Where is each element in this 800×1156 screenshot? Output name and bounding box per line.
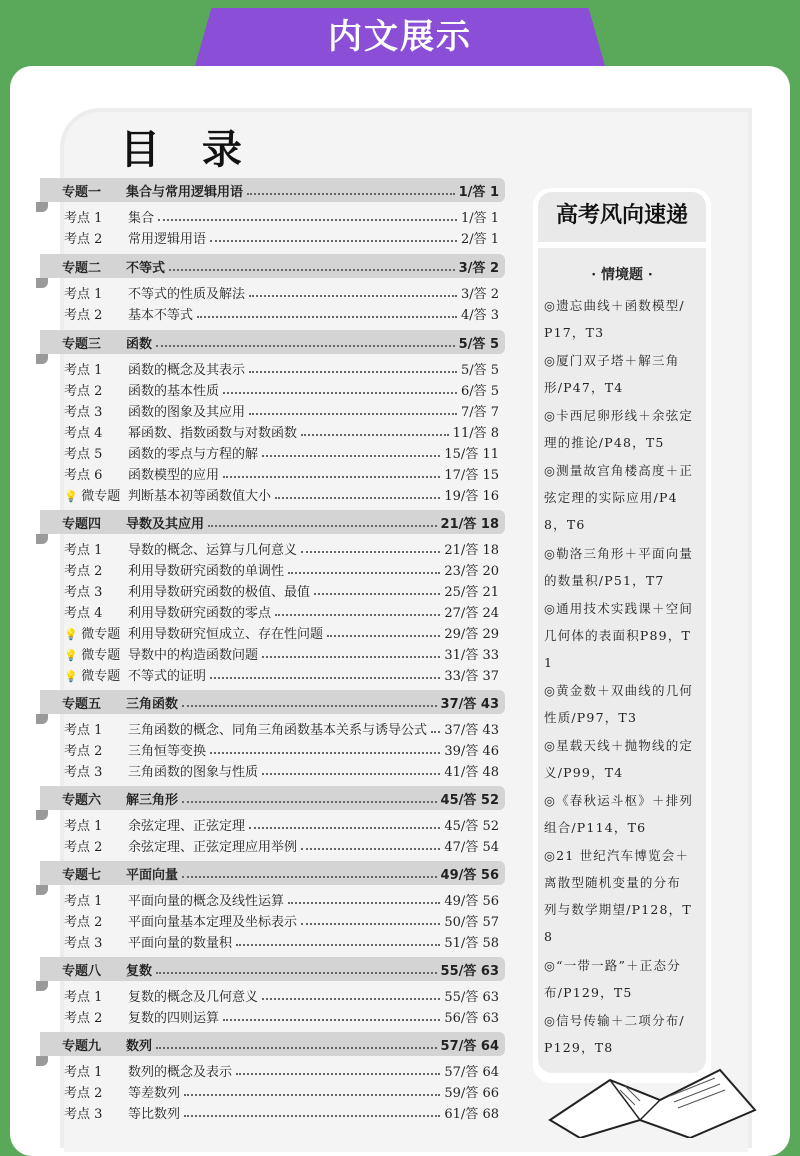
toc-page-number: 11/答 8 [452, 425, 499, 441]
toc-point-row [40, 718, 505, 738]
toc-title: 平面向量的数量积 [128, 935, 233, 951]
toc-code [40, 283, 128, 302]
toc-page-number: 5/答 5 [460, 362, 499, 378]
toc-leader-dots [327, 627, 440, 637]
toc-code [40, 304, 128, 323]
toc-code-label: 考点 2 [64, 914, 103, 930]
toc-page-number: 25/答 21 [444, 584, 499, 600]
sidebar-item: ◎勒洛三角形＋平面向量的数量积/P51，T7 [544, 546, 694, 588]
toc-code-label: 考点 2 [64, 1010, 103, 1026]
toc-code-label: 考点 2 [64, 231, 103, 247]
toc-page-number: 59/答 66 [444, 1085, 499, 1101]
toc-code [40, 359, 128, 378]
toc-code-label: 考点 1 [64, 542, 103, 558]
sidebar-subtitle: · 情境题 · [591, 267, 653, 283]
toc-title: 复数的四则运算 [128, 1010, 220, 1026]
toc-page-number: 51/答 58 [444, 935, 499, 951]
toc-leader-dots [156, 337, 455, 347]
sidebar-item: ◎星载天线＋抛物线的定义/P99，T4 [544, 738, 694, 780]
toc-code-label: 考点 3 [64, 584, 103, 600]
toc-code-label: 考点 1 [64, 362, 103, 378]
toc-point-row [40, 931, 505, 951]
toc-page-number: 45/答 52 [444, 818, 499, 834]
toc-page-number: 55/答 63 [444, 989, 499, 1005]
toc-leader-dots [236, 936, 440, 946]
toc-leader-dots [223, 384, 457, 394]
toc-title: 平面向量 [126, 867, 179, 883]
toc-title: 常用逻辑用语 [128, 231, 207, 247]
toc-topic-row [40, 178, 505, 202]
toc-topic-row [40, 1032, 505, 1056]
toc-leader-dots [249, 819, 440, 829]
toc-code-label: 考点 3 [64, 1106, 103, 1122]
toc-code [40, 911, 128, 930]
toc-code-label: 考点 1 [64, 1064, 103, 1080]
toc-page-number: 3/答 2 [458, 260, 499, 276]
open-book-icon [540, 1060, 760, 1138]
toc-code [40, 257, 126, 276]
toc-title: 导数及其应用 [126, 516, 205, 532]
toc-code-label: 考点 2 [64, 563, 103, 579]
toc-code [40, 228, 128, 247]
toc-point-row [40, 739, 505, 759]
toc-code-label: 专题四 [62, 516, 102, 532]
toc-point-row [40, 421, 505, 441]
toc-code [40, 333, 126, 352]
toc-code [40, 986, 128, 1005]
toc-code [40, 623, 128, 642]
toc-leader-dots [210, 744, 440, 754]
toc-code-label: 微专题 [81, 668, 121, 684]
toc-leader-dots [182, 868, 437, 878]
toc-leader-dots [431, 723, 440, 733]
toc-code [40, 815, 128, 834]
toc-leader-dots [210, 669, 440, 679]
toc-code-label: 考点 1 [64, 722, 103, 738]
toc-leader-dots [262, 447, 440, 457]
toc-title: 三角函数的图象与性质 [128, 764, 259, 780]
toc-title: 利用导数研究函数的零点 [128, 605, 272, 621]
toc-code [40, 719, 128, 738]
toc-topic-row [40, 690, 505, 714]
toc-code [40, 581, 128, 600]
toc-title: 函数 [126, 336, 153, 352]
toc-leader-dots [156, 1039, 437, 1049]
toc-code [40, 464, 128, 483]
toc-page-number: 56/答 63 [444, 1010, 499, 1026]
toc-point-row [40, 379, 505, 399]
toc-title: 三角函数的概念、同角三角函数基本关系与诱导公式 [128, 722, 428, 738]
toc-code [40, 836, 128, 855]
toc-title: 等比数列 [128, 1106, 181, 1122]
toc-code-label: 考点 1 [64, 818, 103, 834]
toc-page-number: 45/答 52 [440, 792, 499, 808]
toc-point-row [40, 400, 505, 420]
sidebar-item: ◎遗忘曲线＋函数模型/P17，T3 [544, 298, 685, 340]
toc-code [40, 1103, 128, 1122]
toc-code [40, 560, 128, 579]
toc-page-number: 29/答 29 [444, 626, 499, 642]
toc-leader-dots [301, 426, 449, 436]
toc-point-row [40, 282, 505, 302]
toc-page-number: 4/答 3 [460, 307, 499, 323]
toc-page-number: 47/答 54 [444, 839, 499, 855]
toc-leader-dots [223, 468, 440, 478]
toc-code-label: 专题七 [62, 867, 102, 883]
toc-title: 平面向量的概念及线性运算 [128, 893, 285, 909]
toc-page-number: 5/答 5 [458, 336, 499, 352]
sidebar-item: ◎信号传输＋二项分布/P129，T8 [544, 1013, 685, 1055]
toc-leader-dots [158, 211, 457, 221]
toc-code-label: 考点 2 [64, 307, 103, 323]
sidebar-item: ◎卡西尼卵形线＋余弦定理的推论/P48，T5 [544, 408, 694, 450]
toc-micro-row [40, 484, 505, 504]
toc-point-row [40, 910, 505, 930]
toc-topic-row [40, 786, 505, 810]
toc-code [40, 443, 128, 462]
toc-code-label: 考点 3 [64, 764, 103, 780]
toc-title: 利用导数研究函数的极值、最值 [128, 584, 311, 600]
toc-page-number: 31/答 33 [444, 647, 499, 663]
toc-page-number: 7/答 7 [460, 404, 499, 420]
sidebar-item: ◎通用技术实践课＋空间几何体的表面积P89，T1 [544, 601, 694, 670]
toc-code [40, 380, 128, 399]
toc-page-number: 17/答 15 [444, 467, 499, 483]
toc-page-number: 49/答 56 [440, 867, 499, 883]
toc-page-number: 55/答 63 [440, 963, 499, 979]
sidebar-title: 高考风向速递 [555, 203, 688, 228]
toc-code [40, 1061, 128, 1080]
toc-title: 数列的概念及表示 [128, 1064, 233, 1080]
toc-point-row [40, 358, 505, 378]
toc-leader-dots [182, 697, 437, 707]
toc-topic-row [40, 861, 505, 885]
toc-code [40, 693, 126, 712]
toc-leader-dots [208, 517, 437, 527]
toc-code-label: 考点 1 [64, 210, 103, 226]
toc-code [40, 740, 128, 759]
toc-leader-dots [169, 261, 455, 271]
toc-point-row [40, 206, 505, 226]
lightbulb-icon: 💡 [64, 648, 82, 662]
toc-code [40, 1007, 128, 1026]
toc-leader-dots [184, 1086, 440, 1096]
toc-title: 平面向量基本定理及坐标表示 [128, 914, 298, 930]
toc-code [40, 422, 128, 441]
toc-point-row [40, 580, 505, 600]
toc-title: 余弦定理、正弦定理应用举例 [128, 839, 298, 855]
toc-code [40, 207, 128, 226]
toc-code-label: 考点 4 [64, 605, 103, 621]
toc-leader-dots [262, 990, 440, 1000]
toc-code [40, 602, 128, 621]
toc-code-label: 专题三 [62, 336, 102, 352]
toc-code [40, 890, 128, 909]
toc-code-label: 考点 3 [64, 935, 103, 951]
toc-title: 三角函数 [126, 696, 179, 712]
toc-leader-dots [249, 363, 457, 373]
toc-page-number: 6/答 5 [460, 383, 499, 399]
toc-code-label: 考点 4 [64, 425, 103, 441]
toc-leader-dots [210, 232, 457, 242]
toc-leader-dots [288, 564, 440, 574]
toc-point-row [40, 889, 505, 909]
toc-leader-dots [182, 793, 437, 803]
toc-code-label: 专题二 [62, 260, 102, 276]
toc-title: 集合与常用逻辑用语 [126, 184, 244, 200]
toc-code-label: 考点 2 [64, 839, 103, 855]
toc-point-row [40, 538, 505, 558]
sidebar-item: ◎21 世纪汽车博览会＋离散型随机变量的分布列与数学期望/P128，T8 [544, 848, 692, 944]
toc-code [40, 789, 126, 808]
toc-point-row [40, 601, 505, 621]
toc-title: 复数 [126, 963, 153, 979]
lightbulb-icon: 💡 [64, 669, 82, 683]
toc-leader-dots [223, 1011, 440, 1021]
toc-heading: 目 录 [120, 127, 256, 173]
toc-title: 幂函数、指数函数与对数函数 [128, 425, 298, 441]
toc-code-label: 专题九 [62, 1038, 102, 1054]
toc-code-label: 考点 1 [64, 989, 103, 1005]
toc-topic-row [40, 957, 505, 981]
toc-title: 不等式的证明 [128, 668, 207, 684]
toc-code-label: 考点 3 [64, 404, 103, 420]
toc-title: 利用导数研究恒成立、存在性问题 [128, 626, 324, 642]
toc-leader-dots [249, 287, 457, 297]
toc-point-row [40, 814, 505, 834]
lightbulb-icon: 💡 [64, 627, 82, 641]
lightbulb-icon: 💡 [64, 489, 82, 503]
sidebar-item: ◎《春秋运斗枢》＋排列组合/P114，T6 [544, 793, 694, 835]
toc-code-label: 考点 1 [64, 286, 103, 302]
toc-title: 利用导数研究函数的单调性 [128, 563, 285, 579]
toc-title: 解三角形 [126, 792, 179, 808]
toc-page-number: 2/答 1 [460, 231, 499, 247]
toc-page-number: 50/答 57 [444, 914, 499, 930]
toc-point-row [40, 559, 505, 579]
toc-point-row [40, 463, 505, 483]
toc-point-row [40, 227, 505, 247]
toc-leader-dots [262, 765, 440, 775]
toc-page-number: 37/答 43 [444, 722, 499, 738]
toc-code-label: 专题八 [62, 963, 102, 979]
toc-leader-dots [197, 308, 457, 318]
toc-point-row [40, 442, 505, 462]
toc-title: 函数的概念及其表示 [128, 362, 246, 378]
toc-leader-dots [262, 648, 440, 658]
toc-code [40, 1082, 128, 1101]
toc-leader-dots [301, 543, 440, 553]
toc-title: 不等式 [126, 260, 166, 276]
toc-leader-dots [314, 585, 440, 595]
toc-code [40, 539, 128, 558]
toc-code [40, 932, 128, 951]
toc-leader-dots [275, 606, 440, 616]
toc-code-label: 考点 5 [64, 446, 103, 462]
toc-page-number: 41/答 48 [444, 764, 499, 780]
toc-leader-dots [156, 964, 437, 974]
toc-code-label: 微专题 [81, 626, 121, 642]
toc-title: 余弦定理、正弦定理 [128, 818, 246, 834]
toc-topic-row [40, 330, 505, 354]
toc-code-label: 专题六 [62, 792, 102, 808]
toc-code-label: 专题一 [62, 184, 102, 200]
toc-point-row [40, 1060, 505, 1080]
toc-title: 函数的图象及其应用 [128, 404, 246, 420]
toc-code-label: 微专题 [81, 488, 121, 504]
toc-code-label: 专题五 [62, 696, 102, 712]
toc-page-number: 19/答 16 [444, 488, 499, 504]
toc-leader-dots [236, 1065, 440, 1075]
toc-title: 三角恒等变换 [128, 743, 207, 759]
toc-code-label: 考点 2 [64, 743, 103, 759]
toc-page-number: 57/答 64 [440, 1038, 499, 1054]
toc-leader-dots [301, 915, 440, 925]
toc-point-row [40, 835, 505, 855]
toc-page-number: 21/答 18 [444, 542, 499, 558]
sidebar-item: ◎“一带一路”＋正态分布/P129，T5 [544, 958, 681, 1000]
toc-point-row [40, 1006, 505, 1026]
toc-code [40, 761, 128, 780]
toc-page-number: 61/答 68 [444, 1106, 499, 1122]
toc-point-row [40, 985, 505, 1005]
toc-title: 集合 [128, 210, 155, 226]
toc-page-number: 15/答 11 [444, 446, 499, 462]
toc-leader-dots [301, 840, 440, 850]
toc-code-label: 考点 1 [64, 893, 103, 909]
toc-page-number: 21/答 18 [440, 516, 499, 532]
toc-page-number: 27/答 24 [444, 605, 499, 621]
sidebar-item: ◎厦门双子塔＋解三角形/P47，T4 [544, 353, 680, 395]
toc-title: 等差数列 [128, 1085, 181, 1101]
toc-leader-dots [288, 894, 440, 904]
toc-point-row [40, 1102, 505, 1122]
toc-title: 函数模型的应用 [128, 467, 220, 483]
toc-code [40, 665, 128, 684]
toc-point-row [40, 760, 505, 780]
toc-code [40, 1035, 126, 1054]
toc-title: 函数的零点与方程的解 [128, 446, 259, 462]
toc-micro-row [40, 622, 505, 642]
toc-page-number: 1/答 1 [460, 210, 499, 226]
toc-page-number: 23/答 20 [444, 563, 499, 579]
toc-code-label: 微专题 [81, 647, 121, 663]
toc-topic-row [40, 510, 505, 534]
sidebar-item: ◎测量故宫角楼高度＋正弦定理的实际应用/P48，T6 [544, 463, 694, 532]
toc-title: 基本不等式 [128, 307, 194, 323]
toc-code [40, 513, 126, 532]
toc-title: 导数中的构造函数问题 [128, 647, 259, 663]
toc-leader-dots [184, 1107, 440, 1117]
toc-page-number: 33/答 37 [444, 668, 499, 684]
toc-title: 导数的概念、运算与几何意义 [128, 542, 298, 558]
toc-leader-dots [247, 185, 455, 195]
toc-topic-row [40, 254, 505, 278]
toc-code-label: 考点 2 [64, 1085, 103, 1101]
toc-micro-row [40, 664, 505, 684]
toc-code-label: 考点 2 [64, 383, 103, 399]
toc-title: 函数的基本性质 [128, 383, 220, 399]
toc-leader-dots [275, 489, 440, 499]
toc-title: 不等式的性质及解法 [128, 286, 246, 302]
toc-code [40, 960, 126, 979]
toc-page-number: 37/答 43 [440, 696, 499, 712]
toc-title: 复数的概念及几何意义 [128, 989, 259, 1005]
toc-page-number: 57/答 64 [444, 1064, 499, 1080]
sidebar-item: ◎黄金数＋双曲线的几何性质/P97，T3 [544, 683, 694, 725]
toc-page-number: 49/答 56 [444, 893, 499, 909]
toc-page-number: 39/答 46 [444, 743, 499, 759]
toc-code [40, 401, 128, 420]
toc-code [40, 644, 128, 663]
toc-code-label: 考点 6 [64, 467, 103, 483]
toc-leader-dots [249, 405, 457, 415]
toc-page-number: 3/答 2 [460, 286, 499, 302]
toc-title: 判断基本初等函数值大小 [128, 488, 272, 504]
toc-code [40, 864, 126, 883]
toc-title: 数列 [126, 1038, 153, 1054]
toc-micro-row [40, 643, 505, 663]
toc-code [40, 485, 128, 504]
toc-point-row [40, 1081, 505, 1101]
toc-code [40, 181, 126, 200]
toc-point-row [40, 303, 505, 323]
toc-page-number: 1/答 1 [458, 184, 499, 200]
banner-title: 内文展示 [328, 17, 472, 57]
